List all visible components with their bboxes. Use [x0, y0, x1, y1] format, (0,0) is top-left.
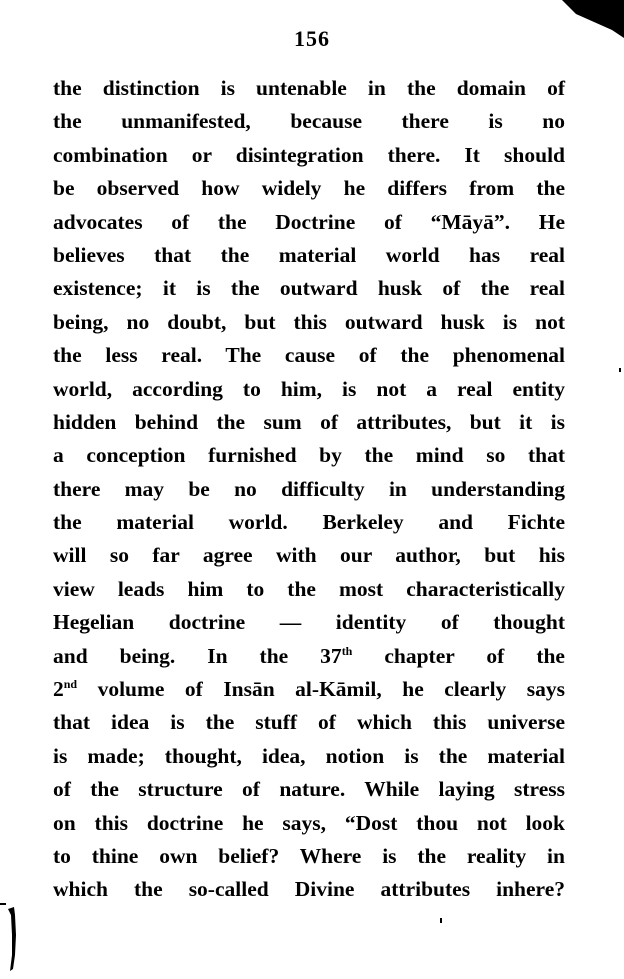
line-text-pre: 2 — [53, 677, 64, 702]
text-line: to thine own belief? Where is the reality in — [53, 843, 565, 868]
text-line: of the structure of nature. While laying stress — [53, 777, 565, 802]
page-number: 156 — [294, 26, 330, 51]
text-line: the unmanifested, because there is no — [53, 109, 565, 134]
text-line: on this doctrine he says, “Dost thou not look — [53, 810, 565, 835]
scan-speck — [440, 918, 442, 923]
text-line: advocates of the Doctrine of “Māyā”. He — [53, 209, 565, 234]
text-line: combination or disintegration there. It should — [53, 142, 565, 167]
text-line: believes that the material world has real — [53, 242, 565, 267]
text-line: there may be no difficulty in understanding — [53, 476, 565, 501]
scan-speck — [619, 368, 621, 372]
text-line: being, no doubt, but this outward husk is not — [53, 309, 565, 334]
text-line: the material world. Berkeley and Fichte — [53, 510, 565, 535]
line-text-post: volume of Insān al-Kāmil, he clearly says — [77, 677, 565, 702]
text-line-with-superscript — [53, 673, 565, 706]
ordinal-superscript: th — [341, 643, 353, 658]
page-corner-mark — [554, 0, 624, 40]
text-line: is made; thought, idea, notion is the material — [53, 743, 565, 768]
ordinal-superscript: nd — [63, 676, 78, 691]
text-line: the distinction is untenable in the domain of — [53, 76, 565, 100]
text-line: will so far agree with our author, but his — [53, 543, 565, 568]
text-line: Hegelian doctrine — identity of thought — [53, 610, 565, 635]
text-line: that idea is the stuff of which this universe — [53, 710, 565, 735]
text-line: hidden behind the sum of attributes, but it is — [53, 409, 565, 434]
text-line: view leads him to the most characteristically — [53, 576, 565, 601]
text-line: world, according to him, is not a real entity — [53, 376, 565, 401]
text-line: a conception furnished by the mind so that — [53, 443, 565, 468]
text-line: be observed how widely he differs from the — [53, 176, 565, 201]
line-text-pre: and being. In the 37 — [53, 643, 342, 668]
text-line: which the so-called Divine attributes inhere? — [53, 877, 565, 902]
margin-bracket-mark — [0, 895, 40, 975]
text-line: existence; it is the outward husk of the real — [53, 276, 565, 301]
text-line-with-superscript — [53, 640, 565, 673]
body-text — [53, 72, 565, 907]
text-line: the less real. The cause of the phenomenal — [53, 343, 565, 368]
line-text-post: chapter of the — [352, 643, 565, 668]
